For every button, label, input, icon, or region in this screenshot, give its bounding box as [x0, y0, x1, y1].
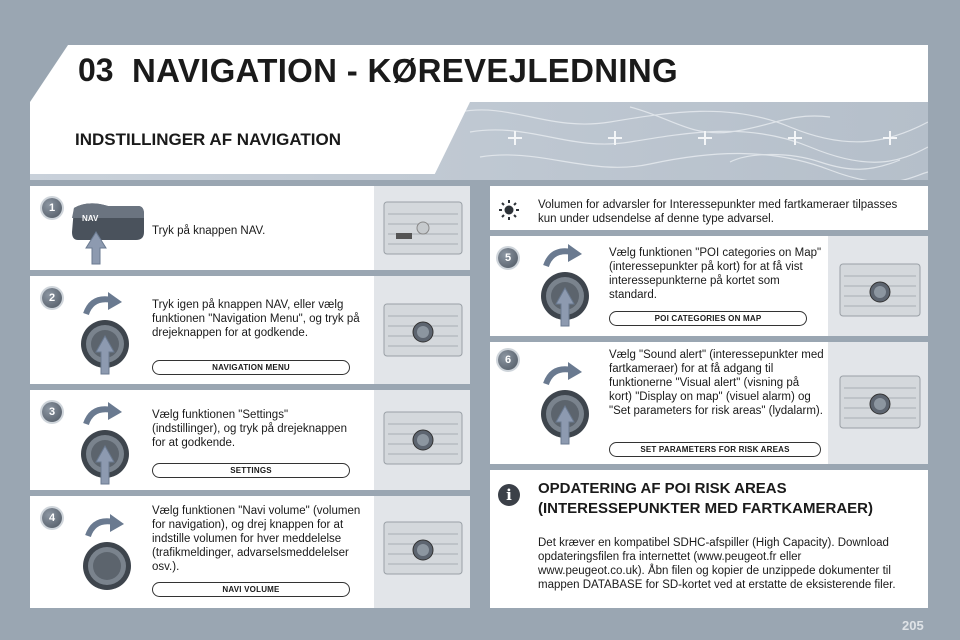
poi-update-title-line-2: (INTERESSEPUNKTER MED FARTKAMERAER) — [538, 500, 874, 517]
light-bulb-icon — [498, 199, 520, 221]
step-6-text: Vælg "Sound alert" (interessepunkter med fartkameraer) for at få adgang til funktionerne "Visual alert" (visning på kort) "Display on map" (visuel alarm) og "Set parameters for risk areas" (lydalarm). — [609, 349, 824, 417]
rotary-knob-press-icon — [78, 402, 132, 486]
radio-unit-1 — [382, 198, 464, 258]
step-4-text: Vælg funktionen "Navi volume" (volumen for navigation), og drej knappen for at indstille volumen for hver meddelelse (trafikmeldinger, advarselsmeddelelser osv.). — [152, 505, 361, 573]
poi-update-title — [538, 479, 873, 519]
info-icon: i — [498, 484, 520, 506]
rotary-knob-press-icon — [538, 362, 592, 446]
poi-categories-pill: POI CATEGORIES ON MAP — [609, 311, 807, 326]
poi-update-title-line-1: OPDATERING AF POI RISK AREAS — [538, 480, 787, 497]
step-badge-5: 5 — [498, 248, 518, 268]
settings-pill: SETTINGS — [152, 463, 350, 478]
page-title: NAVIGATION - KØREVEJLEDNING — [132, 52, 678, 89]
step-2-text: Tryk igen på knappen NAV, eller vælg funktionen "Navigation Menu", og tryk på drejeknappen for at godkende. — [152, 299, 360, 339]
radio-unit-3 — [382, 408, 464, 468]
step-badge-6: 6 — [498, 350, 518, 370]
section-subtitle: INDSTILLINGER AF NAVIGATION — [75, 130, 342, 149]
step-5-text: Vælg funktionen "POI categories on Map" (interessepunkter på kort) for at få vist interessepunkterne på kortet som standard. — [609, 247, 822, 301]
volume-note-text: Volumen for advarsler for Interessepunkter med fartkameraer tilpasses kun under udsendelse af denne type advarsel. — [538, 199, 898, 225]
step-badge-4: 4 — [42, 508, 62, 528]
step-3-text: Vælg funktionen "Settings" (indstillinger), og tryk på drejeknappen for at godkende. — [152, 409, 347, 449]
poi-update-text: Det kræver en kompatibel SDHC-afspiller (High Capacity). Download opdateringsfilen fra internettet (www.peugeot.fr eller www.peugeot.co.uk). Åbn filen og kopier de unzippede dokumenter til mappen DATABASE for SD-kortet ved at erstatte de eksisterende filer. — [538, 537, 896, 591]
navi-volume-pill: NAVI VOLUME — [152, 582, 350, 597]
nav-button-label: NAV — [82, 214, 99, 223]
rotary-knob-press-icon — [538, 244, 592, 328]
set-parameters-pill: SET PARAMETERS FOR RISK AREAS — [609, 442, 821, 457]
radio-unit-6 — [838, 372, 922, 432]
navigation-menu-pill: NAVIGATION MENU — [152, 360, 350, 375]
chapter-number: 03 — [78, 52, 114, 88]
step-badge-2: 2 — [42, 288, 62, 308]
radio-unit-4 — [382, 518, 464, 578]
radio-unit-2 — [382, 300, 464, 360]
rotary-knob-turn-icon — [80, 514, 134, 594]
rotary-knob-press-icon — [78, 292, 132, 376]
nav-button-press-icon — [68, 196, 148, 266]
radio-unit-5 — [838, 260, 922, 320]
step-badge-1: 1 — [42, 198, 62, 218]
step-1-text: Tryk på knappen NAV. — [152, 225, 266, 237]
step-badge-3: 3 — [42, 402, 62, 422]
page-number: 205 — [902, 618, 924, 633]
header-notch — [30, 45, 68, 102]
